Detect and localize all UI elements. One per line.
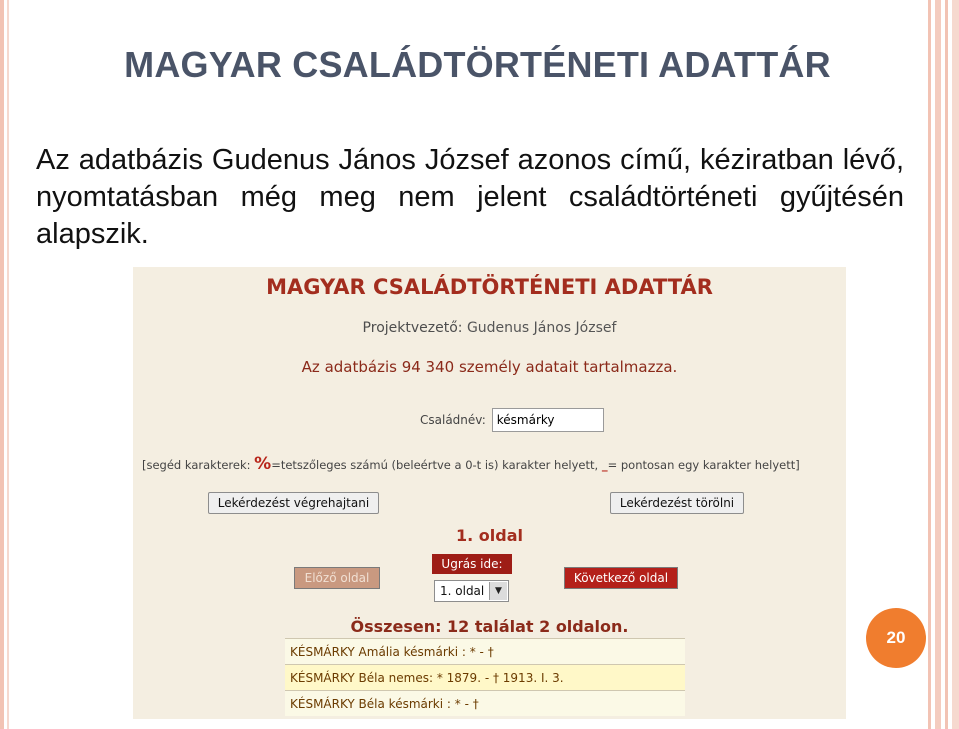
slide-border-right-4	[952, 0, 959, 729]
embedded-screenshot	[133, 267, 846, 719]
results-total: Összesen: 12 találat 2 oldalon.	[350, 617, 629, 636]
surname-input[interactable]	[492, 408, 604, 432]
helper-percent-symbol: %	[254, 454, 272, 474]
chevron-down-icon[interactable]: ▼	[489, 582, 507, 600]
surname-search-row	[420, 408, 604, 432]
current-page-heading: 1. oldal	[456, 526, 523, 545]
helper-middle: =tetszőleges számú (beleértve a 0-t is) karakter helyett,	[271, 458, 602, 472]
helper-underscore-symbol: _	[601, 458, 608, 472]
project-lead-line	[133, 320, 846, 336]
result-row[interactable]: KÉSMÁRKY Amália késmárki : * - †	[285, 638, 685, 664]
slide-title: MAGYAR CSALÁDTÖRTÉNETI ADATTÁR	[124, 44, 831, 85]
slide-border-right-1	[928, 0, 931, 729]
slide-border-right-2	[935, 0, 941, 729]
results-list	[285, 638, 685, 716]
page-select[interactable]	[434, 580, 509, 602]
goto-label: Ugrás ide:	[432, 554, 512, 574]
clear-query-button[interactable]: Lekérdezést törölni	[610, 492, 744, 514]
helper-prefix: [segéd karakterek:	[142, 458, 255, 472]
slide-border-right-3	[945, 0, 948, 729]
surname-label: Családnév:	[420, 413, 486, 427]
run-query-button[interactable]: Lekérdezést végrehajtani	[208, 492, 379, 514]
wildcard-helper-text	[142, 454, 800, 474]
project-lead-label: Projektvezető:	[362, 320, 463, 336]
next-page-button[interactable]: Következő oldal	[564, 567, 678, 589]
result-row[interactable]: KÉSMÁRKY Béla késmárki : * - †	[285, 690, 685, 716]
helper-suffix: = pontosan egy karakter helyett]	[607, 458, 800, 472]
slide-border-left-inner	[7, 0, 9, 729]
project-lead-value: Gudenus János József	[466, 320, 617, 336]
slide-body-text: Az adatbázis Gudenus János József azonos című, kéziratban lévő, nyomtatásban még meg nem jelent családtörténeti gyűjtésén alapszik.	[36, 144, 904, 250]
record-count-text: Az adatbázis 94 340 személy adatait tartalmazza.	[301, 358, 678, 376]
slide-border-left	[0, 0, 4, 729]
slide-page-number-badge: 20	[866, 608, 926, 668]
previous-page-button[interactable]: Előző oldal	[294, 567, 380, 589]
page-select-value: 1. oldal	[440, 584, 485, 598]
result-row[interactable]: KÉSMÁRKY Béla nemes: * 1879. - † 1913. I. 3.	[285, 664, 685, 690]
database-title: MAGYAR CSALÁDTÖRTÉNETI ADATTÁR	[266, 275, 713, 299]
